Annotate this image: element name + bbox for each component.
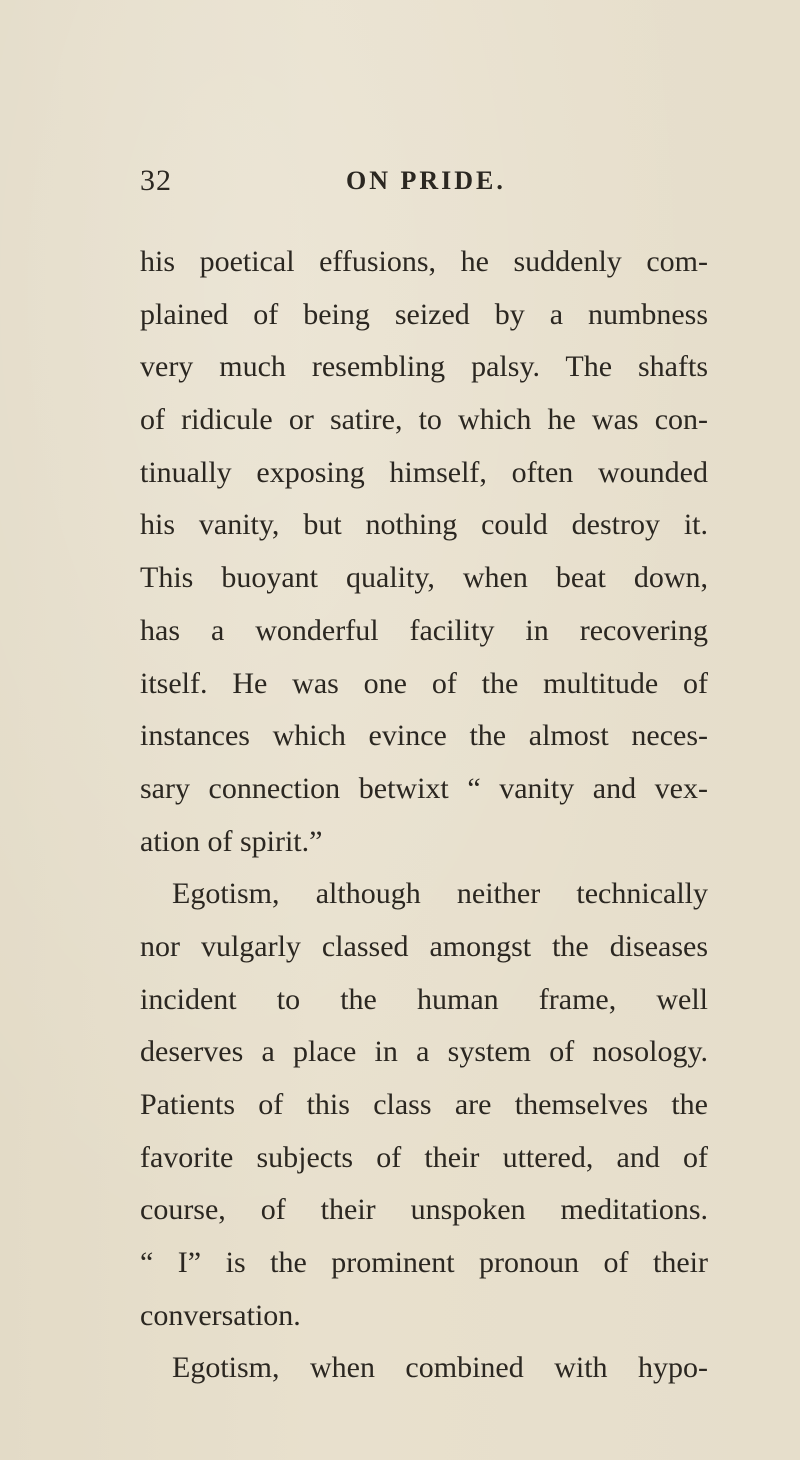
text-line: deserves a place in a system of nosology.: [140, 1035, 708, 1069]
paragraph-start-line: Egotism, when combined with hypo-: [172, 1351, 708, 1385]
page-header: [140, 164, 720, 204]
paragraph-end-line: ation of spirit.”: [140, 824, 323, 858]
text-line: his poetical effusions, he suddenly com-: [140, 245, 708, 278]
running-head: ON PRIDE.: [346, 166, 506, 195]
text-line: his vanity, but nothing could destroy it.: [140, 508, 708, 542]
paragraph-end-line: conversation.: [140, 1298, 301, 1332]
text-line: has a wonderful facility in recovering: [140, 613, 708, 647]
text-line: of ridicule or satire, to which he was con-: [140, 403, 708, 437]
text-line: instances which evince the almost neces-: [140, 719, 708, 753]
text-line: This buoyant quality, when beat down,: [140, 561, 708, 595]
paragraph-start-line: Egotism, although neither technically: [172, 877, 708, 911]
text-line: Patients of this class are themselves the: [140, 1088, 708, 1121]
text-line: sary connection betwixt “ vanity and vex-: [140, 771, 708, 805]
text-line: “ I” is the prominent pronoun of their: [140, 1246, 708, 1280]
text-line: favorite subjects of their uttered, and of: [140, 1140, 708, 1174]
text-line: nor vulgarly classed amongst the diseases: [140, 929, 708, 963]
text-line: tinually exposing himself, often wounded: [140, 455, 708, 489]
text-line: plained of being seized by a numbness: [140, 297, 708, 331]
text-line: course, of their unspoken meditations.: [140, 1193, 708, 1227]
body-text: [140, 236, 708, 1395]
text-line: itself. He was one of the multitude of: [140, 666, 708, 700]
page-number: 32: [140, 164, 172, 197]
text-line: very much resembling palsy. The shafts: [140, 350, 708, 384]
text-line: incident to the human frame, well: [140, 982, 708, 1016]
